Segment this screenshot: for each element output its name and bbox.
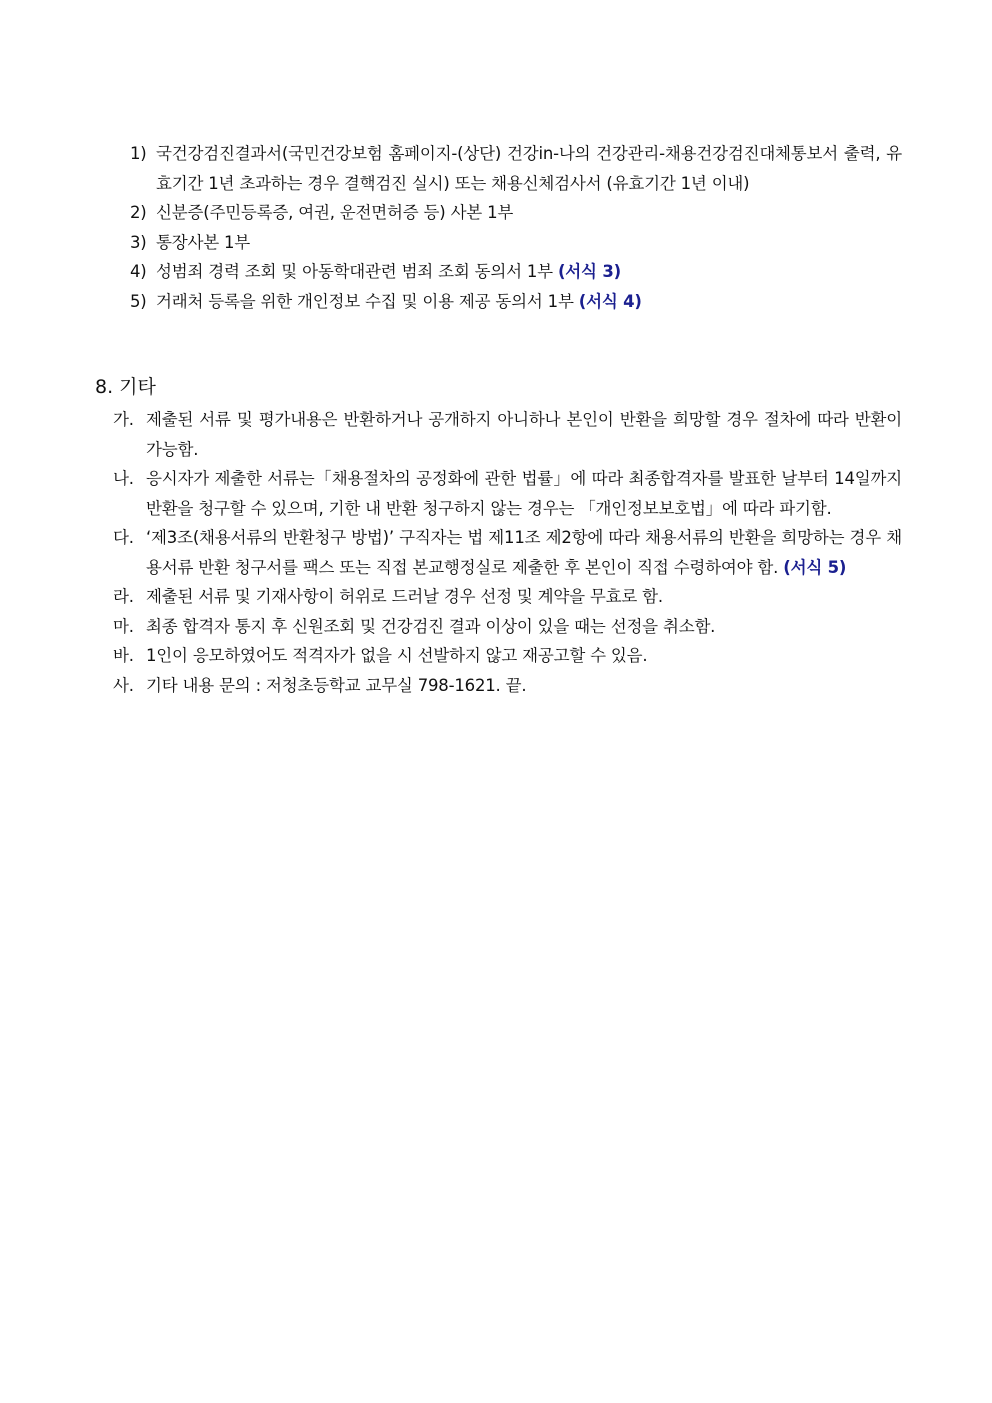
item-number: 4)	[130, 262, 147, 281]
section-heading: 8. 기타	[95, 376, 156, 398]
item-text: 제출된 서류 및 기재사항이 허위로 드러날 경우 선정 및 계약을 무효로 함.	[146, 587, 663, 606]
list-item	[113, 405, 902, 464]
item-text: 신분증(주민등록증, 여권, 운전면허증 등) 사본 1부	[156, 203, 514, 222]
item-number: 1)	[130, 144, 147, 163]
form-reference: (서식 3)	[557, 262, 621, 281]
item-number: 2)	[130, 203, 147, 222]
other-notes-list	[113, 405, 902, 700]
list-item	[113, 582, 902, 612]
item-text: ‘제3조(채용서류의 반환청구 방법)’ 구직자는 법 제11조 제2항에 따라 채용서류의 반환을 희망하는 경우 채용서류 반환 청구서를 팩스 또는 직접 본교행정실로 제출한 후 본인이 직접 수령하여야 함. (서식 5)	[146, 528, 902, 577]
list-item	[130, 287, 902, 317]
item-number: 3)	[130, 232, 147, 252]
list-item	[113, 464, 902, 523]
item-number: 나.	[113, 469, 134, 488]
list-item	[130, 228, 902, 258]
item-text: 거래처 등록을 위한 개인정보 수집 및 이용 제공 동의서 1부 (서식 4)	[156, 291, 642, 311]
item-text: 통장사본 1부	[156, 232, 251, 252]
form-reference: (서식 5)	[783, 557, 847, 577]
list-item	[113, 641, 902, 671]
item-number: 마.	[113, 616, 134, 636]
item-text: 국건강검진결과서(국민건강보험 홈페이지-(상단) 건강in-나의 건강관리-채용건강검진대체통보서 출력, 유효기간 1년 초과하는 경우 결핵검진 실시) 또는 채용신체검사서 (유효기간 1년 이내)	[156, 144, 902, 193]
item-text: 응시자가 제출한 서류는「채용절차의 공정화에 관한 법률」에 따라 최종합격자를 발표한 날부터 14일까지 반환을 청구할 수 있으며, 기한 내 반환 청구하지 않는 경우는 「개인정보보호법」에 따라 파기함.	[146, 469, 902, 518]
list-item	[113, 612, 902, 642]
item-text: 1인이 응모하였어도 적격자가 없을 시 선발하지 않고 재공고할 수 있음.	[146, 646, 648, 665]
item-text: 제출된 서류 및 평가내용은 반환하거나 공개하지 아니하나 본인이 반환을 희망할 경우 절차에 따라 반환이 가능함.	[146, 410, 902, 459]
item-text: 최종 합격자 통지 후 신원조회 및 건강검진 결과 이상이 있을 때는 선정을 취소함.	[146, 616, 716, 636]
item-number: 5)	[130, 291, 147, 311]
list-item	[130, 198, 902, 228]
item-number: 다.	[113, 528, 134, 547]
list-item	[113, 671, 902, 701]
item-number: 가.	[113, 410, 134, 429]
list-item	[130, 139, 902, 198]
item-number: 바.	[113, 646, 134, 665]
item-number: 라.	[113, 587, 134, 606]
item-number: 사.	[113, 675, 134, 695]
item-text: 성범죄 경력 조회 및 아동학대관련 범죄 조회 동의서 1부 (서식 3)	[156, 262, 621, 281]
list-item	[130, 257, 902, 287]
form-reference: (서식 4)	[578, 291, 642, 311]
required-documents-list	[130, 139, 902, 316]
list-item	[113, 523, 902, 582]
item-text: 기타 내용 문의 : 저청초등학교 교무실 798-1621. 끝.	[146, 675, 527, 695]
